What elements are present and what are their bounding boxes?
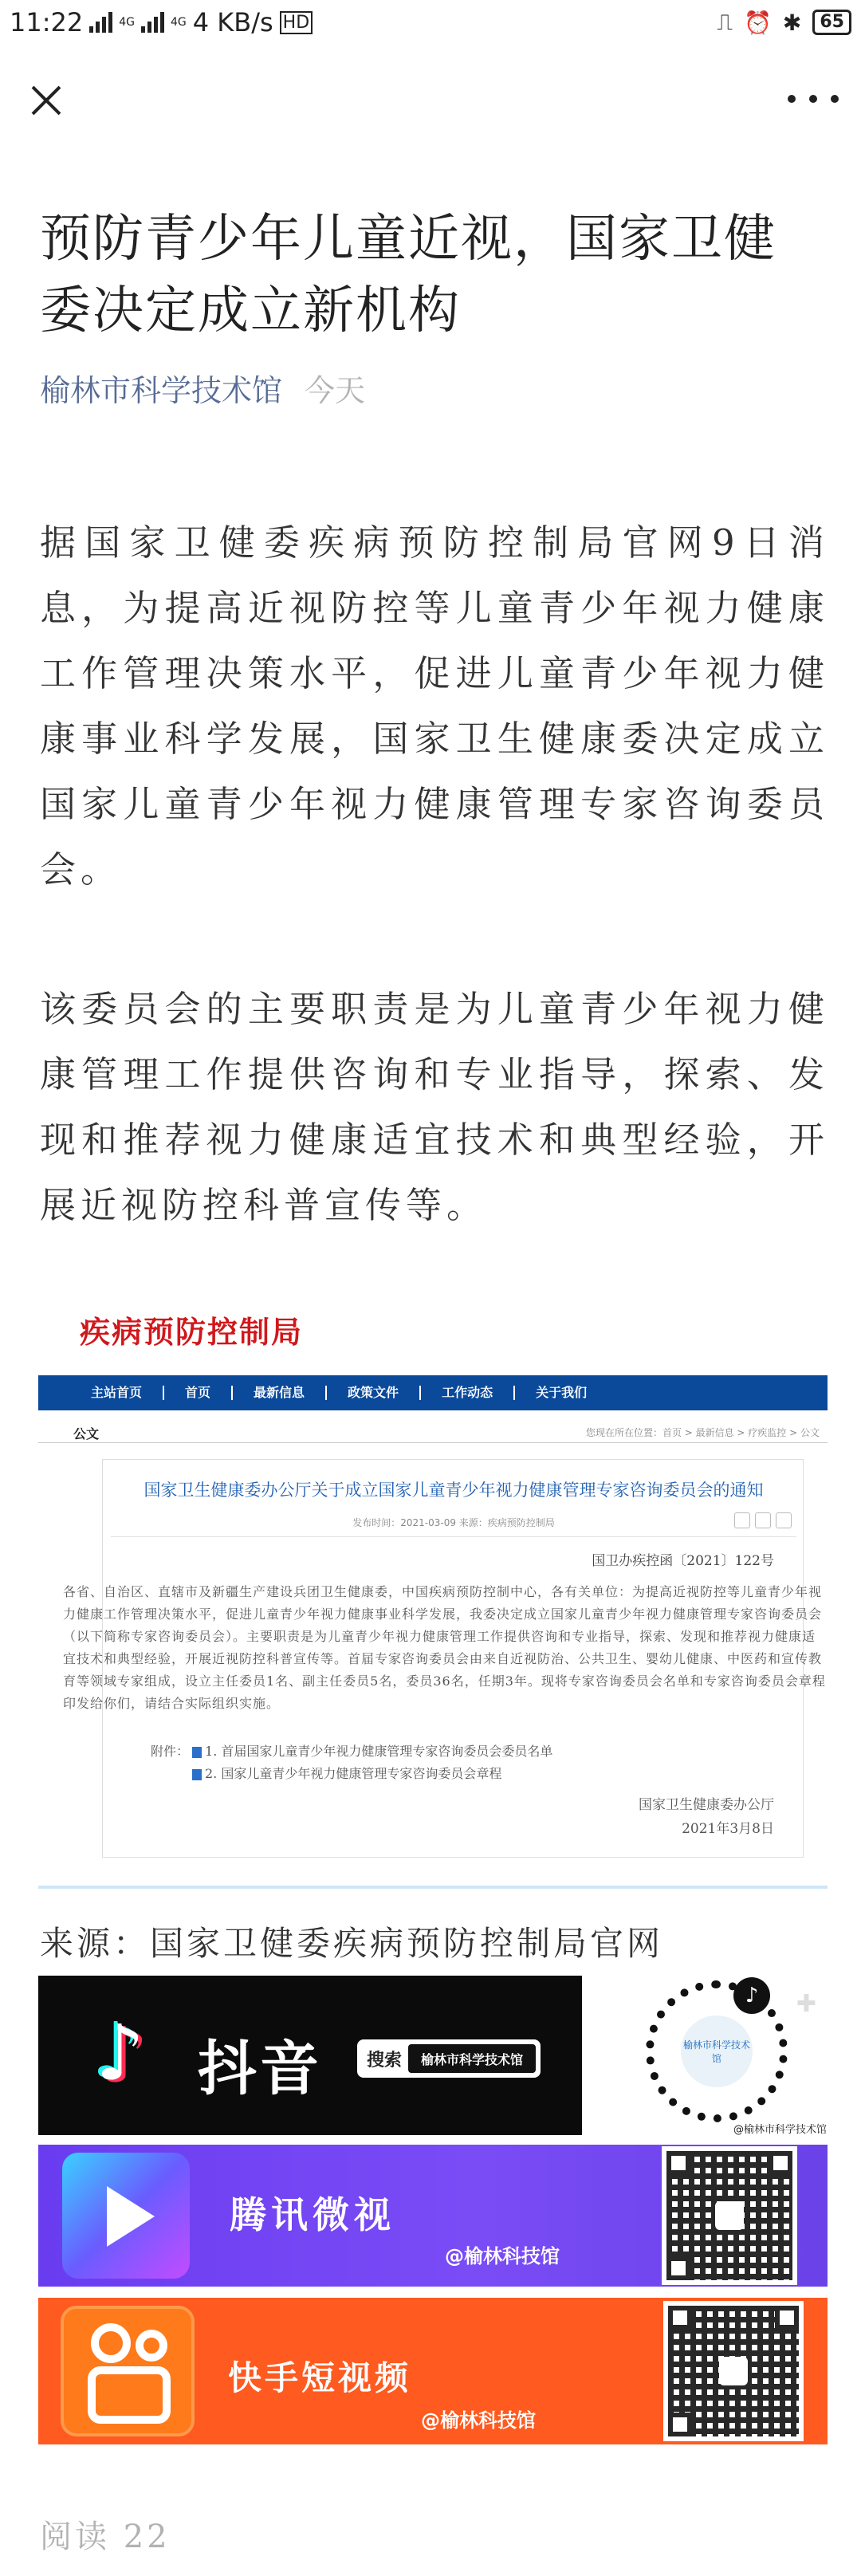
douyin-qr-caption: @榆林市科学技术馆 xyxy=(733,2124,828,2136)
document-icon xyxy=(192,1769,202,1780)
qr-finder xyxy=(666,2256,690,2280)
site-nav xyxy=(38,1375,828,1410)
weishi-handle: @榆林科技馆 xyxy=(445,2245,560,2267)
qr-finder xyxy=(769,2151,792,2175)
network-label: 4G xyxy=(119,16,135,29)
site-nav-item: 首页 xyxy=(164,1386,233,1400)
douyin-search-keyword: 榆林市科学技术馆 xyxy=(408,2044,536,2073)
breadcrumb: 您现在所在位置：首页 > 最新信息 > 疗疾监控 > 公文 xyxy=(585,1427,820,1438)
site-name: 疾病预防控制局 xyxy=(80,1315,304,1350)
kuaishou-banner[interactable] xyxy=(38,2298,828,2444)
site-nav-item: 最新信息 xyxy=(233,1386,327,1400)
notice-body: 各省、自治区、直辖市及新疆生产建设兵团卫生健康委，中国疾病预防控制中心，各有关单位：为提高近视防控等儿童青少年视力健康工作管理决策水平，促进儿童青少年视力健康事业科学发展，我委决定成立国家儿童青少年视力健康管理专家咨询委员会（以下简称专家咨询委员会）。主要职责是为儿童青少年视力健康管理工作提供咨询和专业指导，探索、发现和推荐视力健康适宜技术和典型经验，开展近视防控科普宣传等。首届专家咨询委员会由来自近视防治、公共卫生、婴幼儿健康、中医药和宣传教育等领域专家组成，设立主任委员1名、副主任委员5名，委员36名，任期3年。现将专家咨询委员会名单和专家咨询委员会章程印发给你们，请结合实际组织实施。 xyxy=(63,1584,826,1711)
kuaishou-name: 快手短视频 xyxy=(228,2358,412,2397)
notice-title: 国家卫生健康委办公厅关于成立国家儿童青少年视力健康管理专家咨询委员会的通知 xyxy=(144,1481,764,1500)
battery-icon: 65 xyxy=(812,10,851,35)
weishi-logo-icon xyxy=(62,2153,190,2279)
sign-date: 2021年3月8日 xyxy=(682,1821,774,1837)
qr-finder xyxy=(666,2151,690,2175)
attachment-item xyxy=(151,1763,709,1785)
notice-meta: 发布时间：2021-03-09 来源：疾病预防控制局 xyxy=(352,1517,555,1528)
signer: 国家卫生健康委办公厅 xyxy=(639,1797,774,1813)
weishi-qr-code xyxy=(662,2146,797,2285)
article-meta xyxy=(40,366,825,410)
font-larger-icon xyxy=(755,1512,771,1528)
qr-finder xyxy=(668,2413,692,2436)
douyin-name: 抖音 xyxy=(198,2035,322,2103)
qr-finder xyxy=(668,2306,692,2330)
qr-center-logo xyxy=(719,2357,748,2385)
section-row xyxy=(38,1419,828,1443)
attachment-label: 1. 首届国家儿童青少年视力健康管理专家咨询委员会委员名单 xyxy=(205,1744,553,1759)
signature-block xyxy=(639,1793,774,1841)
kuaishou-qr-code xyxy=(663,2301,804,2441)
embedded-notice-image[interactable] xyxy=(38,1300,828,1894)
plus-icon: ✚ xyxy=(796,1990,816,2018)
camera-lens-icon xyxy=(136,2330,167,2362)
play-icon xyxy=(107,2186,155,2247)
qr-pattern xyxy=(666,2151,792,2280)
network-speed: 4 KB/s xyxy=(192,7,273,37)
douyin-search-label: 搜索 xyxy=(367,2050,403,2071)
divider xyxy=(111,1536,796,1537)
more-options-icon[interactable] xyxy=(788,83,839,115)
douyin-search-box xyxy=(357,2039,541,2078)
attachments-label: 附件： xyxy=(151,1744,190,1759)
signal-icon-2 xyxy=(141,12,164,33)
douyin-qr-center: 榆林市科学技术馆 xyxy=(681,2016,753,2087)
vibrate-icon: ⎍ xyxy=(717,9,733,35)
attachments xyxy=(151,1740,709,1785)
kuaishou-handle: @榆林科技馆 xyxy=(421,2409,536,2432)
qr-pattern xyxy=(668,2306,799,2436)
author-link[interactable]: 榆林市科学技术馆 xyxy=(40,373,283,408)
signal-icon xyxy=(89,12,112,33)
qr-finder xyxy=(775,2306,799,2330)
camera-lens-icon xyxy=(91,2323,131,2363)
site-nav-item: 主站首页 xyxy=(70,1386,164,1400)
font-smaller-icon xyxy=(734,1512,750,1528)
notice-tools xyxy=(734,1512,792,1528)
article-header xyxy=(40,203,825,410)
attachment-item xyxy=(151,1740,709,1763)
site-nav-item: 政策文件 xyxy=(327,1386,421,1400)
camera-body-icon xyxy=(88,2366,171,2424)
network-label-2: 4G xyxy=(170,16,187,29)
site-nav-item: 工作动态 xyxy=(421,1386,515,1400)
alarm-icon: ⏰ xyxy=(744,9,772,36)
document-icon xyxy=(192,1747,202,1758)
notice-box xyxy=(63,1459,826,1858)
bluetooth-icon: ✱ xyxy=(782,9,802,36)
article-paragraph-1: 据国家卫健委疾病预防控制局官网9日消息，为提高近视防控等儿童青少年视力健康工作管理决策水平，促进儿童青少年视力健康事业科学发展，国家卫生健康委决定成立国家儿童青少年视力健康管理专家咨询委员会。 xyxy=(40,521,829,891)
source-line: 来源：国家卫健委疾病预防控制局官网 xyxy=(40,1924,664,1963)
attachment-label: 2. 国家儿童青少年视力健康管理专家咨询委员会章程 xyxy=(205,1766,502,1781)
article-title: 预防青少年儿童近视，国家卫健委决定成立新机构 xyxy=(40,210,776,340)
kuaishou-logo-icon xyxy=(61,2306,195,2436)
read-count: 阅读 22 xyxy=(40,2519,171,2555)
douyin-logo-icon: ♪ xyxy=(96,2008,145,2098)
embed-bottom-line xyxy=(38,1886,828,1889)
douyin-qr-code xyxy=(614,1976,828,2135)
top-navbar xyxy=(0,64,861,136)
print-icon xyxy=(776,1512,792,1528)
clock: 11:22 xyxy=(10,7,84,37)
site-nav-item: 关于我们 xyxy=(536,1385,588,1400)
section-label: 公文 xyxy=(73,1426,100,1441)
douyin-banner[interactable] xyxy=(38,1976,828,2135)
status-bar xyxy=(0,0,861,45)
qr-center-logo xyxy=(715,2201,744,2230)
document-number: 国卫办疾控函〔2021〕122号 xyxy=(592,1553,774,1569)
article-paragraph-2: 该委员会的主要职责是为儿童青少年视力健康管理工作提供咨询和专业指导，探索、发现和推荐视力健康适宜技术和典型经验，开展近视防控科普宣传等。 xyxy=(40,988,829,1226)
close-icon[interactable] xyxy=(24,78,69,123)
weishi-banner[interactable] xyxy=(38,2145,828,2287)
publish-date: 今天 xyxy=(305,373,366,408)
weishi-name: 腾讯微视 xyxy=(230,2193,395,2236)
douyin-badge-icon: ♪ xyxy=(733,1977,770,2014)
hd-icon: HD xyxy=(280,11,313,34)
